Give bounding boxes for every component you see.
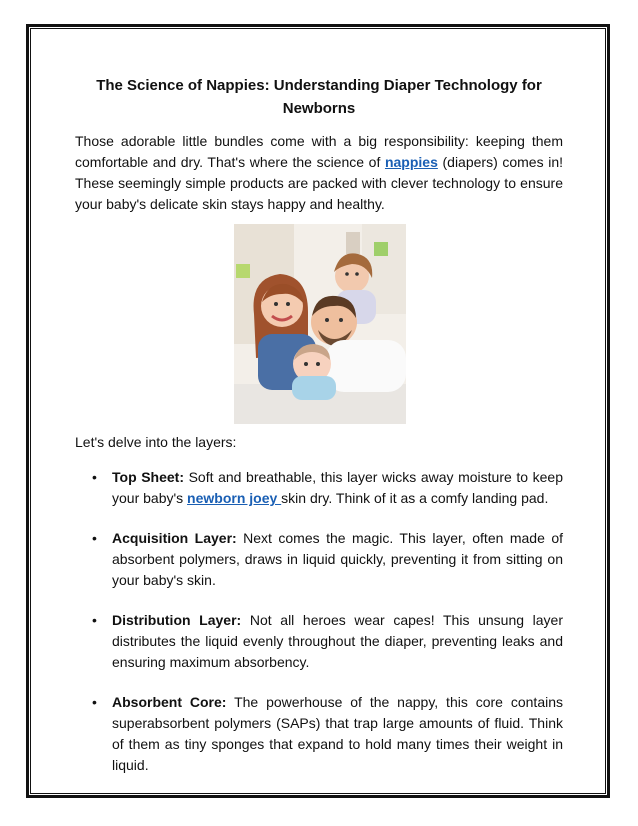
list-item-top-sheet (92, 467, 563, 509)
item-heading: Distribution Layer: (112, 612, 242, 628)
intro-text-end: (diapers) comes in! These seemingly simple products are packed with clever technology to ensure your baby's delicate skin stays happy and healthy. (75, 154, 564, 212)
item-text: The powerhouse of the nappy, this core contains superabsorbent polymers (SAPs) that trap large amounts of fluid. Think of them as tiny sponges that expand to hold many times their weight in liquid. (112, 694, 564, 773)
layers-lead-text: Let's delve into the layers: (75, 434, 237, 450)
intro-text-start: Those adorable little bundles come with a big responsibility: keeping them comfortable and dry. That's where the science of (75, 133, 563, 170)
item-heading: Acquisition Layer: (112, 530, 237, 546)
newborn-joey-link[interactable]: newborn joey (187, 490, 282, 506)
item-text: Soft and breathable, this layer wicks away moisture to keep your baby's (112, 469, 563, 506)
bullet-icon: • (92, 694, 97, 710)
nappies-link[interactable]: nappies (384, 154, 438, 170)
item-text-end: skin dry. Think of it as a comfy landing pad. (281, 490, 549, 506)
bullet-icon: • (92, 612, 97, 628)
page-title: The Science of Nappies: Understanding Diaper Technology for Newborns (96, 77, 542, 117)
item-text: Not all heroes wear capes! This unsung layer distributes the liquid evenly throughout the diaper, preventing leaks and ensuring maximum absorbency. (112, 612, 563, 670)
list-item-distribution-layer (92, 610, 563, 673)
bullet-icon: • (92, 469, 97, 485)
list-item-absorbent-core (92, 692, 564, 776)
intro-paragraph (75, 131, 563, 215)
layers-list (92, 467, 564, 795)
item-text: Next comes the magic. This layer, often made of absorbent polymers, draws in liquid quickly, preventing it from sitting on your baby's skin. (112, 530, 563, 588)
item-heading: Top Sheet: (112, 469, 184, 485)
family-photo (234, 224, 406, 424)
bullet-icon: • (92, 530, 97, 546)
item-heading: Absorbent Core: (112, 694, 227, 710)
list-item-acquisition-layer (92, 528, 563, 591)
